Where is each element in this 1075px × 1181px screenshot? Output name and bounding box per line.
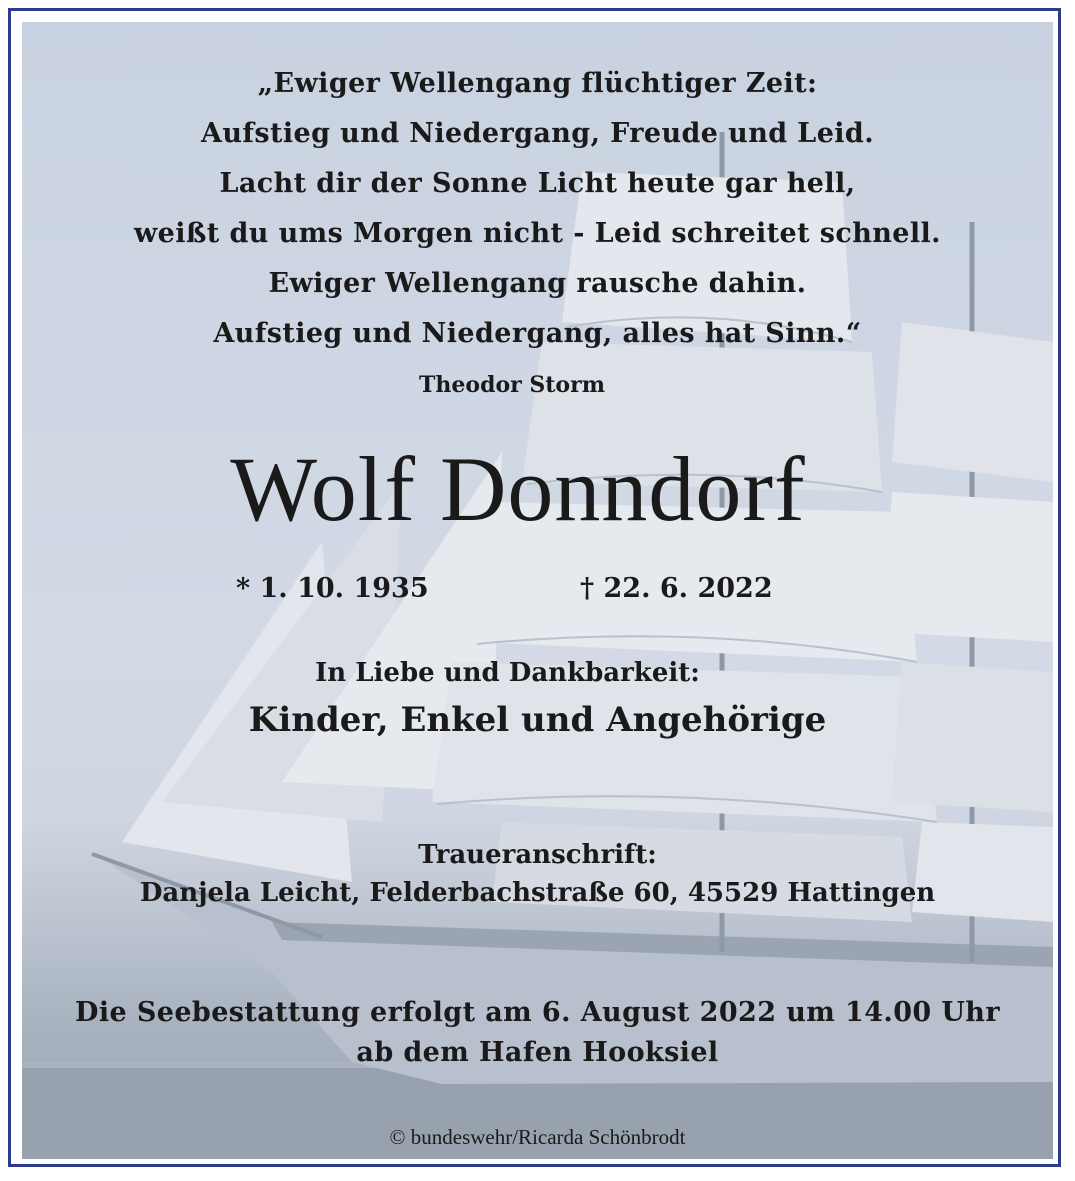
poem-line-6: Aufstieg und Niedergang, alles hat Sinn.“	[213, 318, 862, 349]
mourning-address: Danjela Leicht, Felderbachstraße 60, 45529 Hattingen	[139, 878, 936, 908]
mourners: Kinder, Enkel und Angehörige	[248, 700, 827, 740]
poem-line-1: „Ewiger Wellengang flüchtiger Zeit:	[257, 68, 818, 99]
poem-line-3: Lacht dir der Sonne Licht heute gar hell,	[219, 168, 856, 199]
death-date: † 22. 6. 2022	[580, 573, 773, 604]
poem-line-4: weißt du ums Morgen nicht - Leid schreitet schnell.	[134, 218, 941, 249]
obituary-text: „Ewiger Wellengang flüchtiger Zeit: Aufstieg und Niedergang, Freude und Leid. Lacht dir der Sonne Licht heute gar hell, weißt du ums Morgen nicht - Leid schreitet schnell. Ewiger Wellengang rausche dahin. Aufstieg und Niedergang, alles hat Sinn.“ Theodor Storm Wolf Donndorf * 1. 10. 1935 † 22. 6. 2022 In Liebe und Dankbarkeit: Kinder, Enkel und Angehörige Traueranschrift: Danjela Leicht, Felderbachstraße 60, 45529 Hattingen Die Seebestattung erfolgt am 6. August 2022 um 14.00 Uhr ab dem Hafen Hooksiel © bundeswehr/Ricarda Schönbrodt	[0, 0, 1075, 1181]
burial-info-line-1: Die Seebestattung erfolgt am 6. August 2022 um 14.00 Uhr	[75, 997, 1000, 1028]
poem-line-5: Ewiger Wellengang rausche dahin.	[268, 268, 807, 299]
poem-line-2: Aufstieg und Niedergang, Freude und Leid.	[200, 118, 875, 149]
address-label: Traueranschrift:	[418, 840, 657, 870]
photo-credit: © bundeswehr/Ricarda Schönbrodt	[389, 1125, 686, 1149]
birth-date: * 1. 10. 1935	[236, 573, 429, 604]
burial-info-line-2: ab dem Hafen Hooksiel	[356, 1037, 719, 1068]
dedication-intro: In Liebe und Dankbarkeit:	[315, 658, 700, 688]
